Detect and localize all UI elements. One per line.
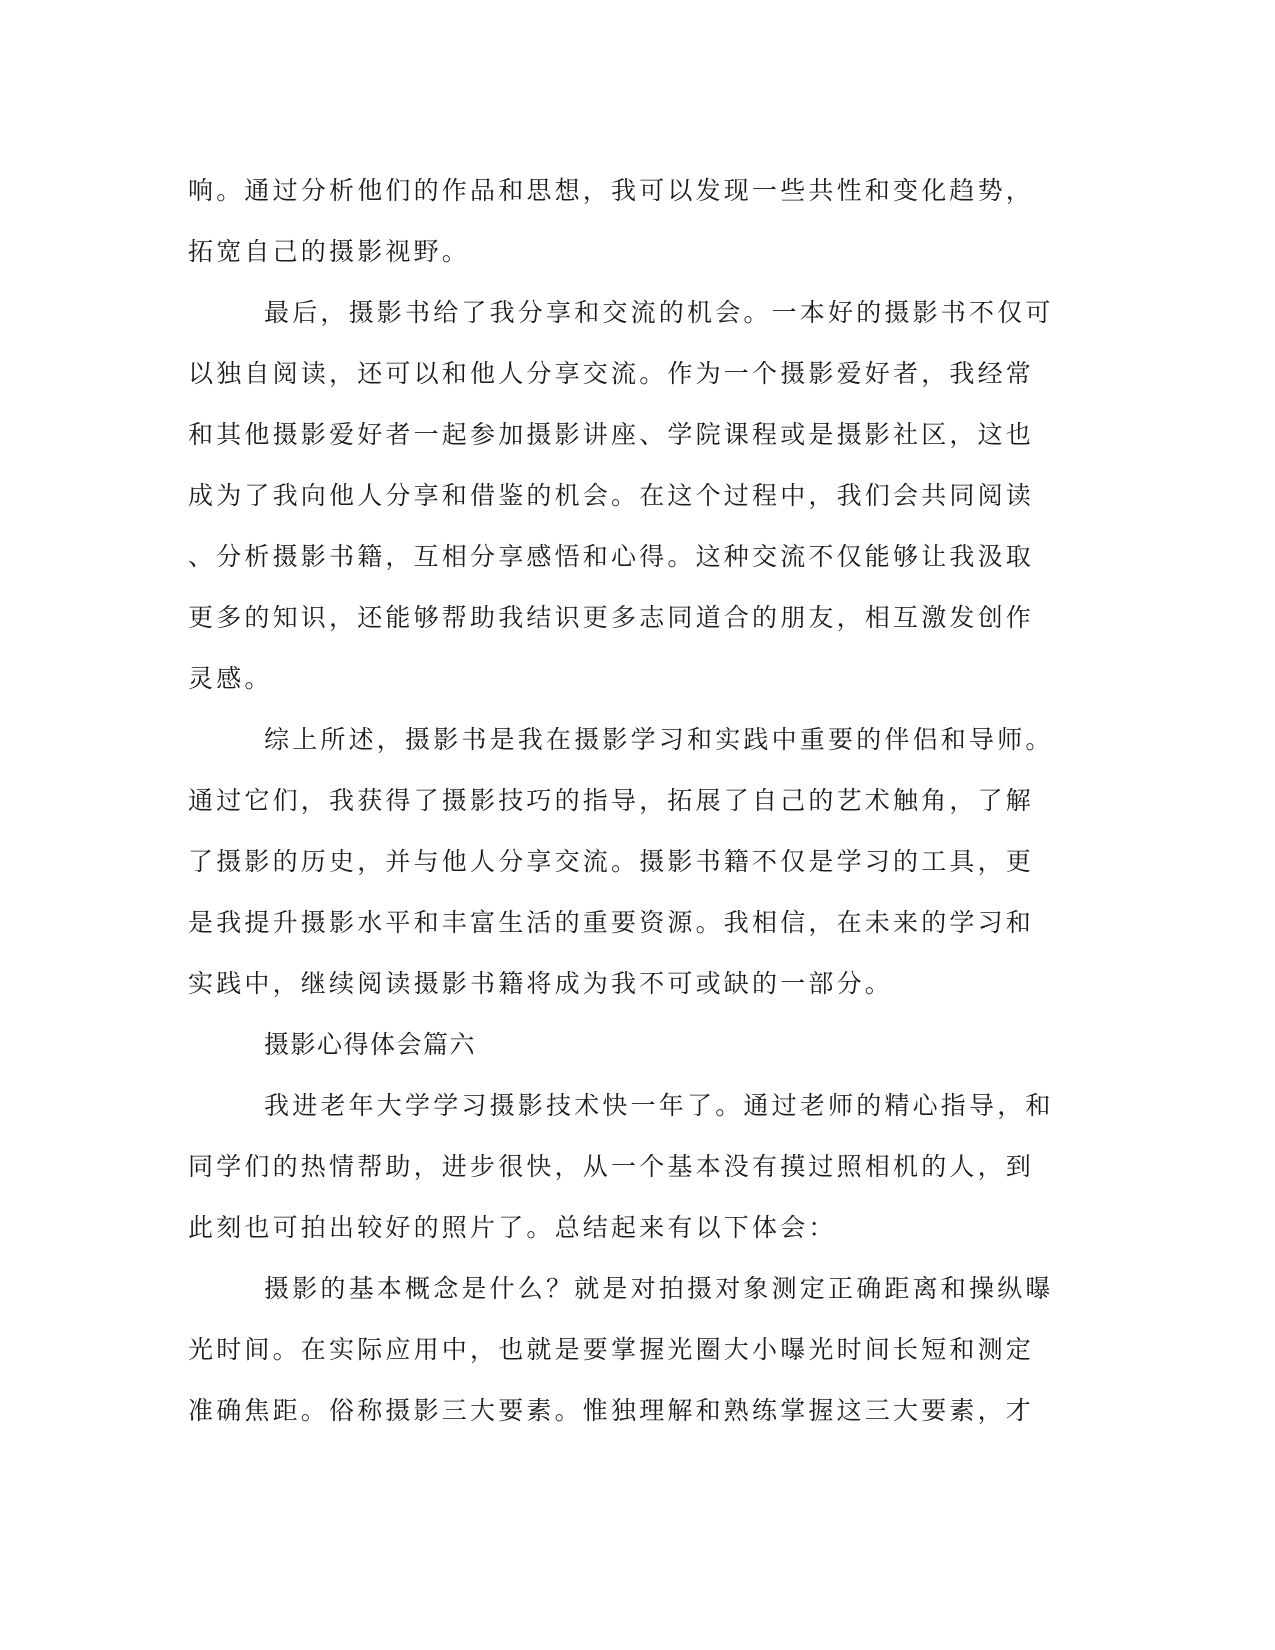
text-line: 是我提升摄影水平和丰富生活的重要资源。我相信，在未来的学习和 [188,908,1035,937]
text-line: 拓宽自己的摄影视野。 [188,237,471,266]
text-line: 了摄影的历史，并与他人分享交流。摄影书籍不仅是学习的工具，更 [188,847,1035,876]
text-line: 和其他摄影爱好者一起参加摄影讲座、学院课程或是摄影社区，这也 [188,420,1035,449]
text-line: 此刻也可拍出较好的照片了。总结起来有以下体会： [188,1213,837,1242]
text-line: 、分析摄影书籍，互相分享感悟和心得。这种交流不仅能够让我汲取 [188,542,1035,571]
paragraph-start-line: 我进老年大学学习摄影技术快一年了。通过老师的精心指导，和 [264,1091,1054,1120]
text-line: 准确焦距。俗称摄影三大要素。惟独理解和熟练掌握这三大要素，才 [188,1396,1035,1425]
paragraph-start-line: 最后，摄影书给了我分享和交流的机会。一本好的摄影书不仅可 [264,298,1054,327]
paragraph-start-line: 综上所述，摄影书是我在摄影学习和实践中重要的伴侣和导师。 [264,725,1054,754]
section-heading: 摄影心得体会篇六 [264,1030,477,1059]
document-body [188,160,1068,1441]
text-line: 更多的知识，还能够帮助我结识更多志同道合的朋友，相互激发创作 [188,603,1035,632]
text-line: 通过它们，我获得了摄影技巧的指导，拓展了自己的艺术触角，了解 [188,786,1035,815]
text-line: 光时间。在实际应用中，也就是要掌握光圈大小曝光时间长短和测定 [188,1335,1035,1364]
text-line: 成为了我向他人分享和借鉴的机会。在这个过程中，我们会共同阅读 [188,481,1035,510]
paragraph-start-line: 摄影的基本概念是什么？就是对拍摄对象测定正确距离和操纵曝 [264,1274,1054,1303]
text-line: 以独自阅读，还可以和他人分享交流。作为一个摄影爱好者，我经常 [188,359,1035,388]
text-line: 响。通过分析他们的作品和思想，我可以发现一些共性和变化趋势， [188,176,1035,205]
text-line: 实践中，继续阅读摄影书籍将成为我不可或缺的一部分。 [188,969,894,998]
text-line: 灵感。 [188,664,273,693]
text-line: 同学们的热情帮助，进步很快，从一个基本没有摸过照相机的人，到 [188,1152,1035,1181]
